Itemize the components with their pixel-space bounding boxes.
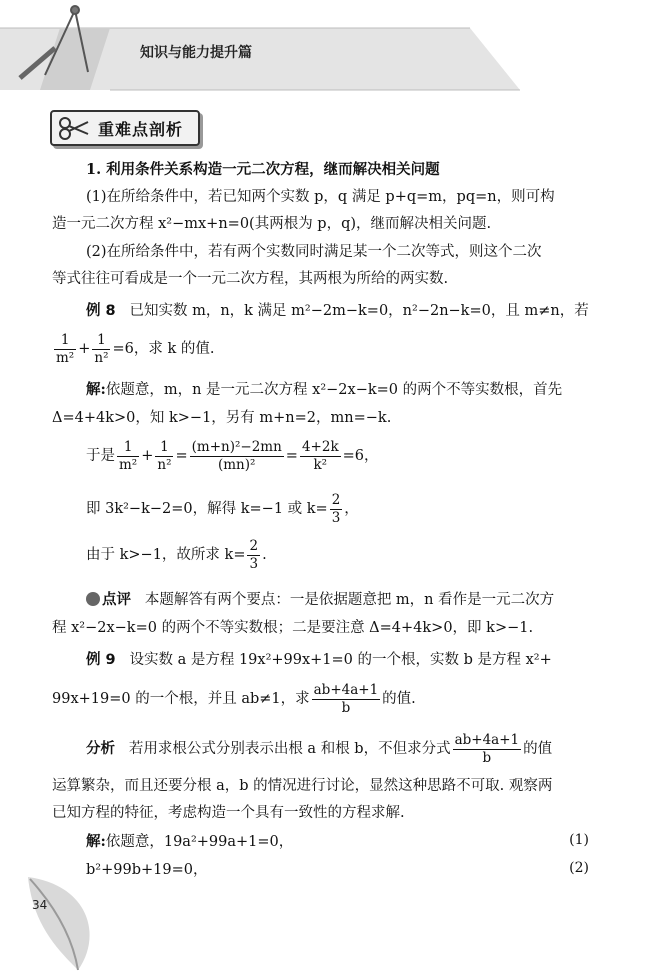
example8-line2: $\frac{1}{\text{m²}}$ + $\frac{1}{\text{n²}}$ =6，求 k 的值. (56, 331, 215, 366)
comment-label: 点评 (102, 592, 131, 608)
example8-line1 (86, 301, 589, 321)
header-decoration (0, 0, 651, 100)
analysis-line3: 已知方程的特征，考虑构造一个具有一致性的方程求解. (52, 805, 405, 821)
header-band (0, 0, 651, 100)
fraction: $\frac{1}{\text{n²}}$ (94, 331, 109, 366)
section-label: 重难点剖析 (98, 120, 184, 139)
example9-line1: 例 9 设实数 a 是方程 19x²+99x+1=0 的一个根，实数 b 是方程 x²+ (86, 652, 552, 668)
lightbulb-icon (86, 592, 100, 606)
analysis-label: 分析 (86, 741, 115, 757)
example8-text: 已知实数 m，n，k 满足 m²−2m−k=0，n²−2n−k=0，且 m≠n，若 (129, 303, 589, 319)
para2-line2: 等式往往可看成是一个一元二次方程，其两根为所给的两实数. (52, 271, 449, 287)
solution8-line2: Δ=4+4k>0，知 k>−1，另有 m+n=2，mn=−k. (52, 410, 392, 426)
solution-label: 解: (86, 833, 106, 850)
solution8-line3: 于是 $\frac{1}{\text{m²}}$ + $\frac{1}{\text{n²}}$ = $\frac{\text{(m+n)²−2mn}}{\text{(mn)²}}$ = $\frac{4+2k}{\text{k²}}$ =6， (86, 438, 379, 473)
solution9-line2: b²+99b+19=0， (86, 862, 208, 878)
example9-line2: 99x+19=0 的一个根，并且 ab≠1，求 $\frac{ab+4a+1}{b}$ 的值. (52, 681, 416, 716)
solution8-line1: 解:依题意，m，n 是一元二次方程 x²−2x−k=0 的两个不等实数根，首先 (86, 381, 563, 398)
fraction: $\frac{1}{\text{m²}}$ (56, 331, 75, 366)
solution8-line5: 由于 k>−1，故所求 k= $\frac{2}{3}$ . (86, 537, 267, 572)
equation-number: (2) (569, 860, 589, 876)
equation-number: (1) (569, 832, 589, 848)
para1-line1: (1)在所给条件中，若已知两个实数 p，q 满足 p+q=m，pq=n，则可构 (86, 189, 555, 205)
comment-line2: 程 x²−2x−k=0 的两个不等实数根；二是要注意 Δ=4+4k>0，即 k>−1. (52, 620, 534, 636)
solution-label: 解: (86, 381, 106, 398)
solution9-line1: 解:依题意，19a²+99a+1=0， (86, 833, 294, 850)
topic-heading: 1. 利用条件关系构造一元二次方程，继而解决相关问题 (86, 161, 440, 178)
section-banner (50, 110, 200, 146)
example9-label: 例 9 (86, 652, 116, 668)
solution8-line4: 即 3k²−k−2=0，解得 k=−1 或 k= $\frac{2}{3}$ ， (86, 491, 359, 526)
comment-line1: 点评 本题解答有两个要点：一是依据题意把 m，n 看作是一元二次方 (86, 590, 554, 610)
example8-label: 例 8 (86, 303, 116, 319)
para1-line2: 造一元二次方程 x²−mx+n=0(其两根为 p，q)，继而解决相关问题. (52, 216, 492, 232)
scissors-icon (58, 116, 90, 140)
analysis-line1: 分析 若用求根公式分别表示出根 a 和根 b，不但求分式 $\frac{ab+4a+1}{b}$ 的值 (86, 731, 553, 766)
analysis-line2: 运算繁杂，而且还要分根 a，b 的情况进行讨论，显然这种思路不可取. 观察两 (52, 778, 553, 794)
page-number: 34 (32, 898, 48, 912)
page-header-title: 知识与能力提升篇 (140, 45, 252, 61)
leaf-decoration (18, 865, 108, 975)
para2-line1: (2)在所给条件中，若有两个实数同时满足某一个二次等式，则这个二次 (86, 244, 542, 260)
